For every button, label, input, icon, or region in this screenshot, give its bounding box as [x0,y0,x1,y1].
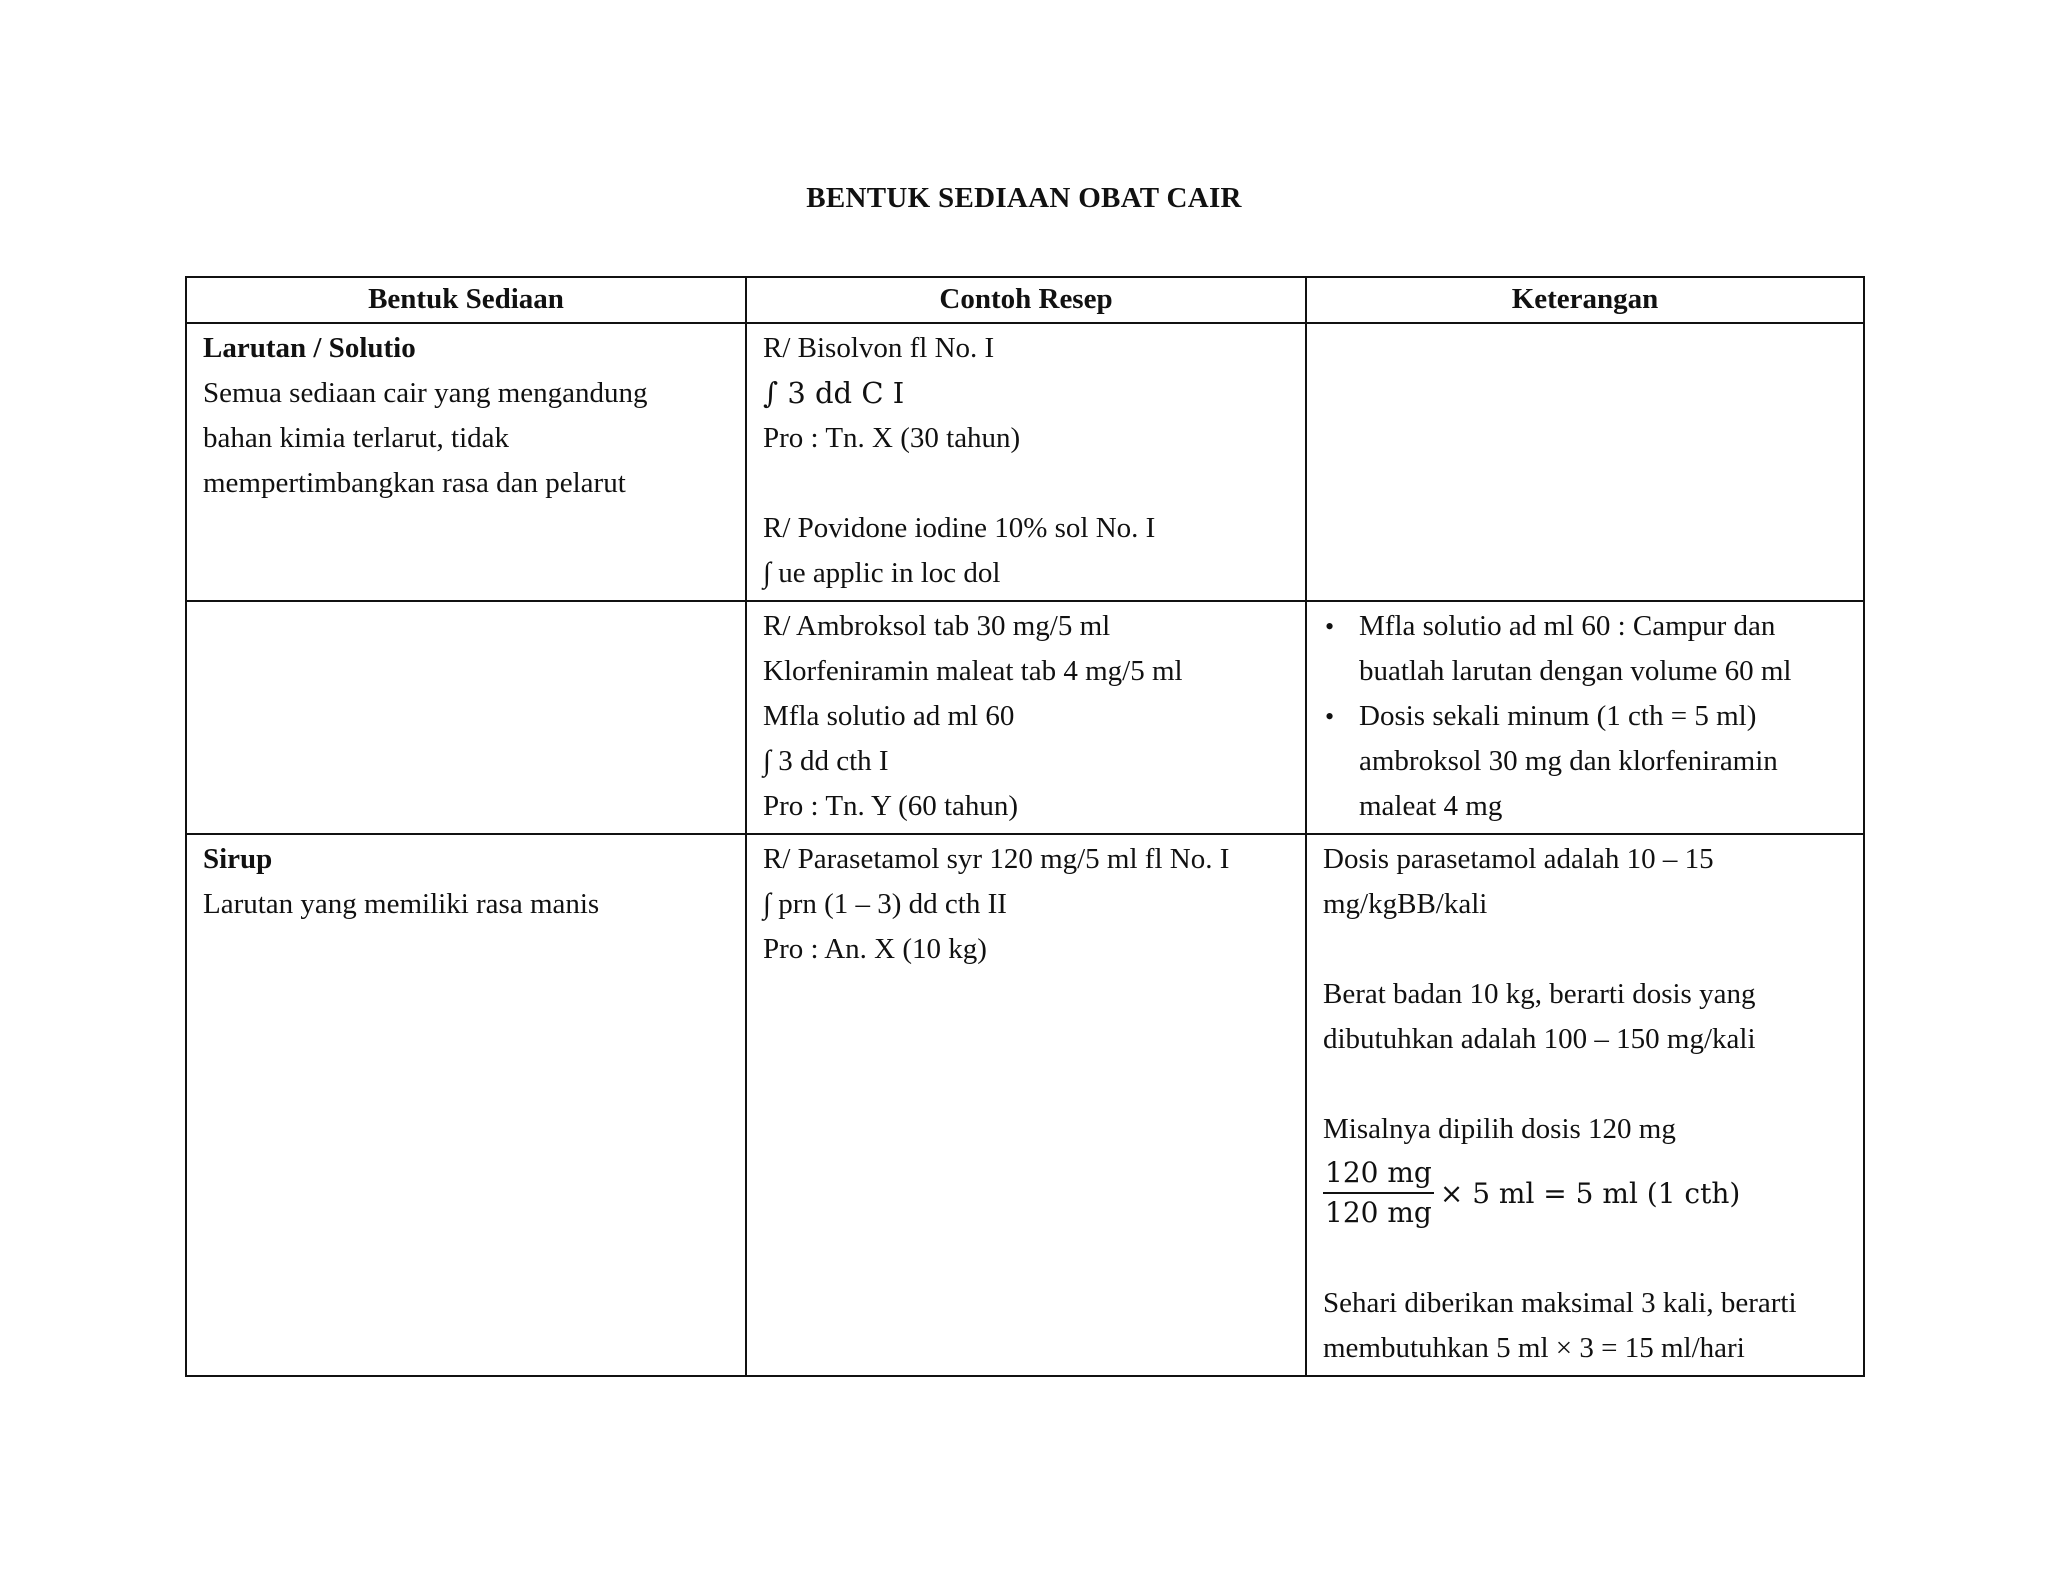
formula-numerator: 120 mg [1323,1154,1434,1194]
recipe-line: R/ Ambroksol tab 30 mg/5 ml [763,610,1111,642]
document-title: BENTUK SEDIAAN OBAT CAIR [806,182,1242,214]
recipe-line: Mfla solutio ad ml 60 [763,700,1015,732]
table-row [186,323,1864,601]
table-row [186,834,1864,1376]
note-line: ambroksol 30 mg dan klorfeniramin [1359,745,1778,777]
cell-recipe-larutan [746,323,1306,601]
dose-formula [1323,1154,1847,1232]
form-description-line: mempertimbangkan rasa dan pelarut [203,467,626,499]
note-line: Berat badan 10 kg, berarti dosis yang [1323,978,1756,1010]
note-line: Sehari diberikan maksimal 3 kali, berarti [1323,1287,1797,1319]
spacer [1323,927,1847,972]
note-line: • Dosis sekali minum (1 cth = 5 ml) [1359,700,1757,732]
form-description-line: Larutan yang memiliki rasa manis [203,888,600,920]
recipe-line: Pro : Tn. X (30 tahun) [763,422,1021,454]
header-bentuk-sediaan: Bentuk Sediaan [186,277,746,323]
note-line: membutuhkan 5 ml × 3 = 15 ml/hari [1323,1332,1745,1364]
header-keterangan: Keterangan [1306,277,1864,323]
spacer [763,461,1289,506]
formula-denominator: 120 mg [1325,1196,1432,1229]
cell-recipe-parasetamol [746,834,1306,1376]
formula-fraction [1323,1154,1434,1232]
recipe-line: R/ Povidone iodine 10% sol No. I [763,512,1156,544]
notes-list [1323,604,1847,829]
cell-notes-parasetamol [1306,834,1864,1376]
form-description-line: bahan kimia terlarut, tidak [203,422,510,454]
note-line: maleat 4 mg [1359,790,1503,822]
recipe-line: R/ Bisolvon fl No. I [763,332,995,364]
recipe-line: Pro : An. X (10 kg) [763,933,987,965]
cell-notes-larutan [1306,323,1864,601]
note-line: Misalnya dipilih dosis 120 mg [1323,1113,1676,1145]
cell-form-sirup [186,834,746,1376]
spacer [1323,1236,1847,1281]
note-line: • Mfla solutio ad ml 60 : Campur dan [1359,610,1776,642]
table-row [186,601,1864,834]
cell-form-larutan [186,323,746,601]
recipe-line: ∫ 3 dd C I [763,376,905,410]
note-line: Dosis parasetamol adalah 10 – 15 [1323,843,1714,875]
recipe-line: Pro : Tn. Y (60 tahun) [763,790,1019,822]
cell-notes-ambroksol [1306,601,1864,834]
cell-recipe-ambroksol [746,601,1306,834]
form-description-line: Semua sediaan cair yang mengandung [203,377,648,409]
cell-form-empty [186,601,746,834]
list-item [1359,604,1847,694]
dosage-form-table [185,276,1865,1377]
formula-result: × 5 ml = 5 ml (1 cth) [1439,1176,1741,1210]
recipe-line: ∫ ue applic in loc dol [763,557,1001,589]
form-name: Larutan / Solutio [203,332,416,364]
table-header-row [186,277,1864,323]
note-line: buatlah larutan dengan volume 60 ml [1359,655,1792,687]
header-contoh-resep: Contoh Resep [746,277,1306,323]
list-item [1359,694,1847,829]
recipe-line: R/ Parasetamol syr 120 mg/5 ml fl No. I [763,843,1230,875]
recipe-line: Klorfeniramin maleat tab 4 mg/5 ml [763,655,1183,687]
form-name: Sirup [203,843,273,875]
note-line: mg/kgBB/kali [1323,888,1488,920]
recipe-line: ∫ 3 dd cth I [763,745,889,777]
note-line: dibutuhkan adalah 100 – 150 mg/kali [1323,1023,1756,1055]
spacer [1323,1062,1847,1107]
recipe-line: ∫ prn (1 – 3) dd cth II [763,888,1007,920]
